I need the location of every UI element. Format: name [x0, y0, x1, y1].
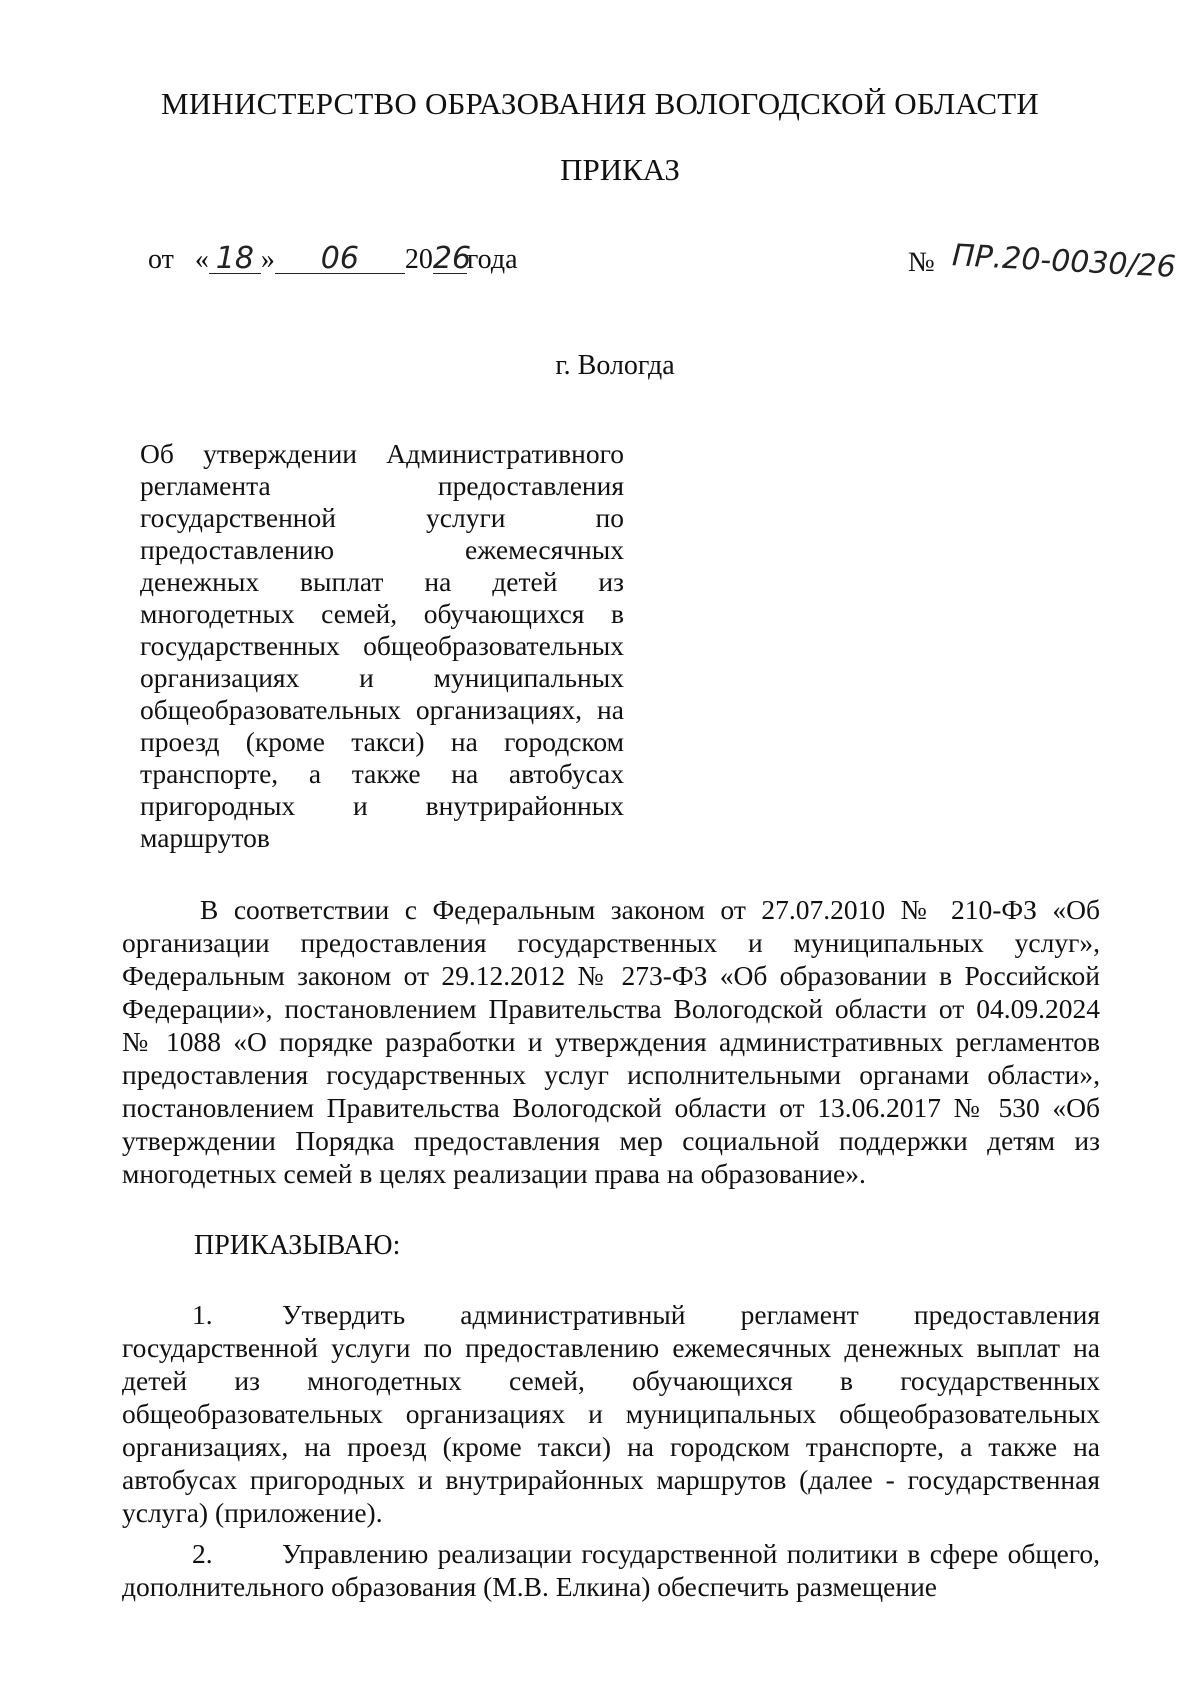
date-year-field [432, 241, 472, 276]
item-number: 1. [192, 1299, 213, 1330]
order-word: ПРИКАЗЫВАЮ: [194, 1230, 401, 1261]
order-item-2 [122, 1537, 1100, 1603]
date-day-field [209, 241, 261, 276]
date-year-word: года [466, 244, 518, 275]
date-prefix: от [148, 244, 174, 275]
document-type: ПРИКАЗ [560, 152, 680, 187]
order-subject: Об утверждении Административного регламента предоставления государственной услуги по предоставлению ежемесячных денежных выплат на детей из многодетных семей, обучающихся в государственных общеобразовательных организациях и муниципальных общеобразовательных организациях, на проезд (кроме такси) на городском транспорте, а также на автобусах пригородных и внутрирайонных маршрутов [140, 438, 624, 853]
order-number: ПР.20-0030/26 [950, 238, 1177, 285]
date-year-prefix: 20 [404, 244, 433, 275]
date-line [148, 241, 518, 276]
date-month-field [275, 241, 405, 276]
item-text: Утвердить административный регламент предоставления государственной услуги по предоставлению ежемесячных денежных выплат на детей из многодетных семей, обучающихся в государственных общеобразовательных организациях и муниципальных общеобразовательных организациях, на проезд (кроме такси) на городском транспорте, а также на автобусах пригородных и внутрирайонных маршрутов (далее - государственная услуга) (приложение). [122, 1299, 1100, 1528]
city: г. Вологда [555, 350, 675, 381]
preamble: В соответствии с Федеральным законом от 27.07.2010 № 210-ФЗ «Об организации предоставления государственных и муниципальных услуг», Федеральным законом от 29.12.2012 № 273-ФЗ «Об образовании в Российской Федерации», постановлением Правительства Вологодской области от 04.09.2024 № 1088 «О порядке разработки и утверждения административных регламентов предоставления государственных услуг исполнительными органами области», постановлением Правительства Вологодской области от 13.06.2017 № 530 «Об утверждении Порядка предоставления мер социальной поддержки детям из многодетных семей в целях реализации права на образование». [122, 894, 1100, 1189]
item-text: Управлению реализации государственной политики в сфере общего, дополнительного образования (М.В. Елкина) обеспечить размещение [122, 1538, 1100, 1602]
date-close-quote: » [260, 244, 275, 275]
date-open-quote: « [194, 244, 209, 275]
order-number-line [908, 238, 1177, 285]
item-number: 2. [192, 1538, 213, 1569]
date-day: 18 [215, 241, 254, 276]
date-year-suffix: 26 [432, 241, 472, 276]
ministry-title: МИНИСТЕРСТВО ОБРАЗОВАНИЯ ВОЛОГОДСКОЙ ОБЛАСТИ [161, 86, 1039, 121]
date-month: 06 [320, 241, 359, 276]
number-sign: № [908, 247, 935, 278]
order-item-1 [122, 1298, 1100, 1529]
